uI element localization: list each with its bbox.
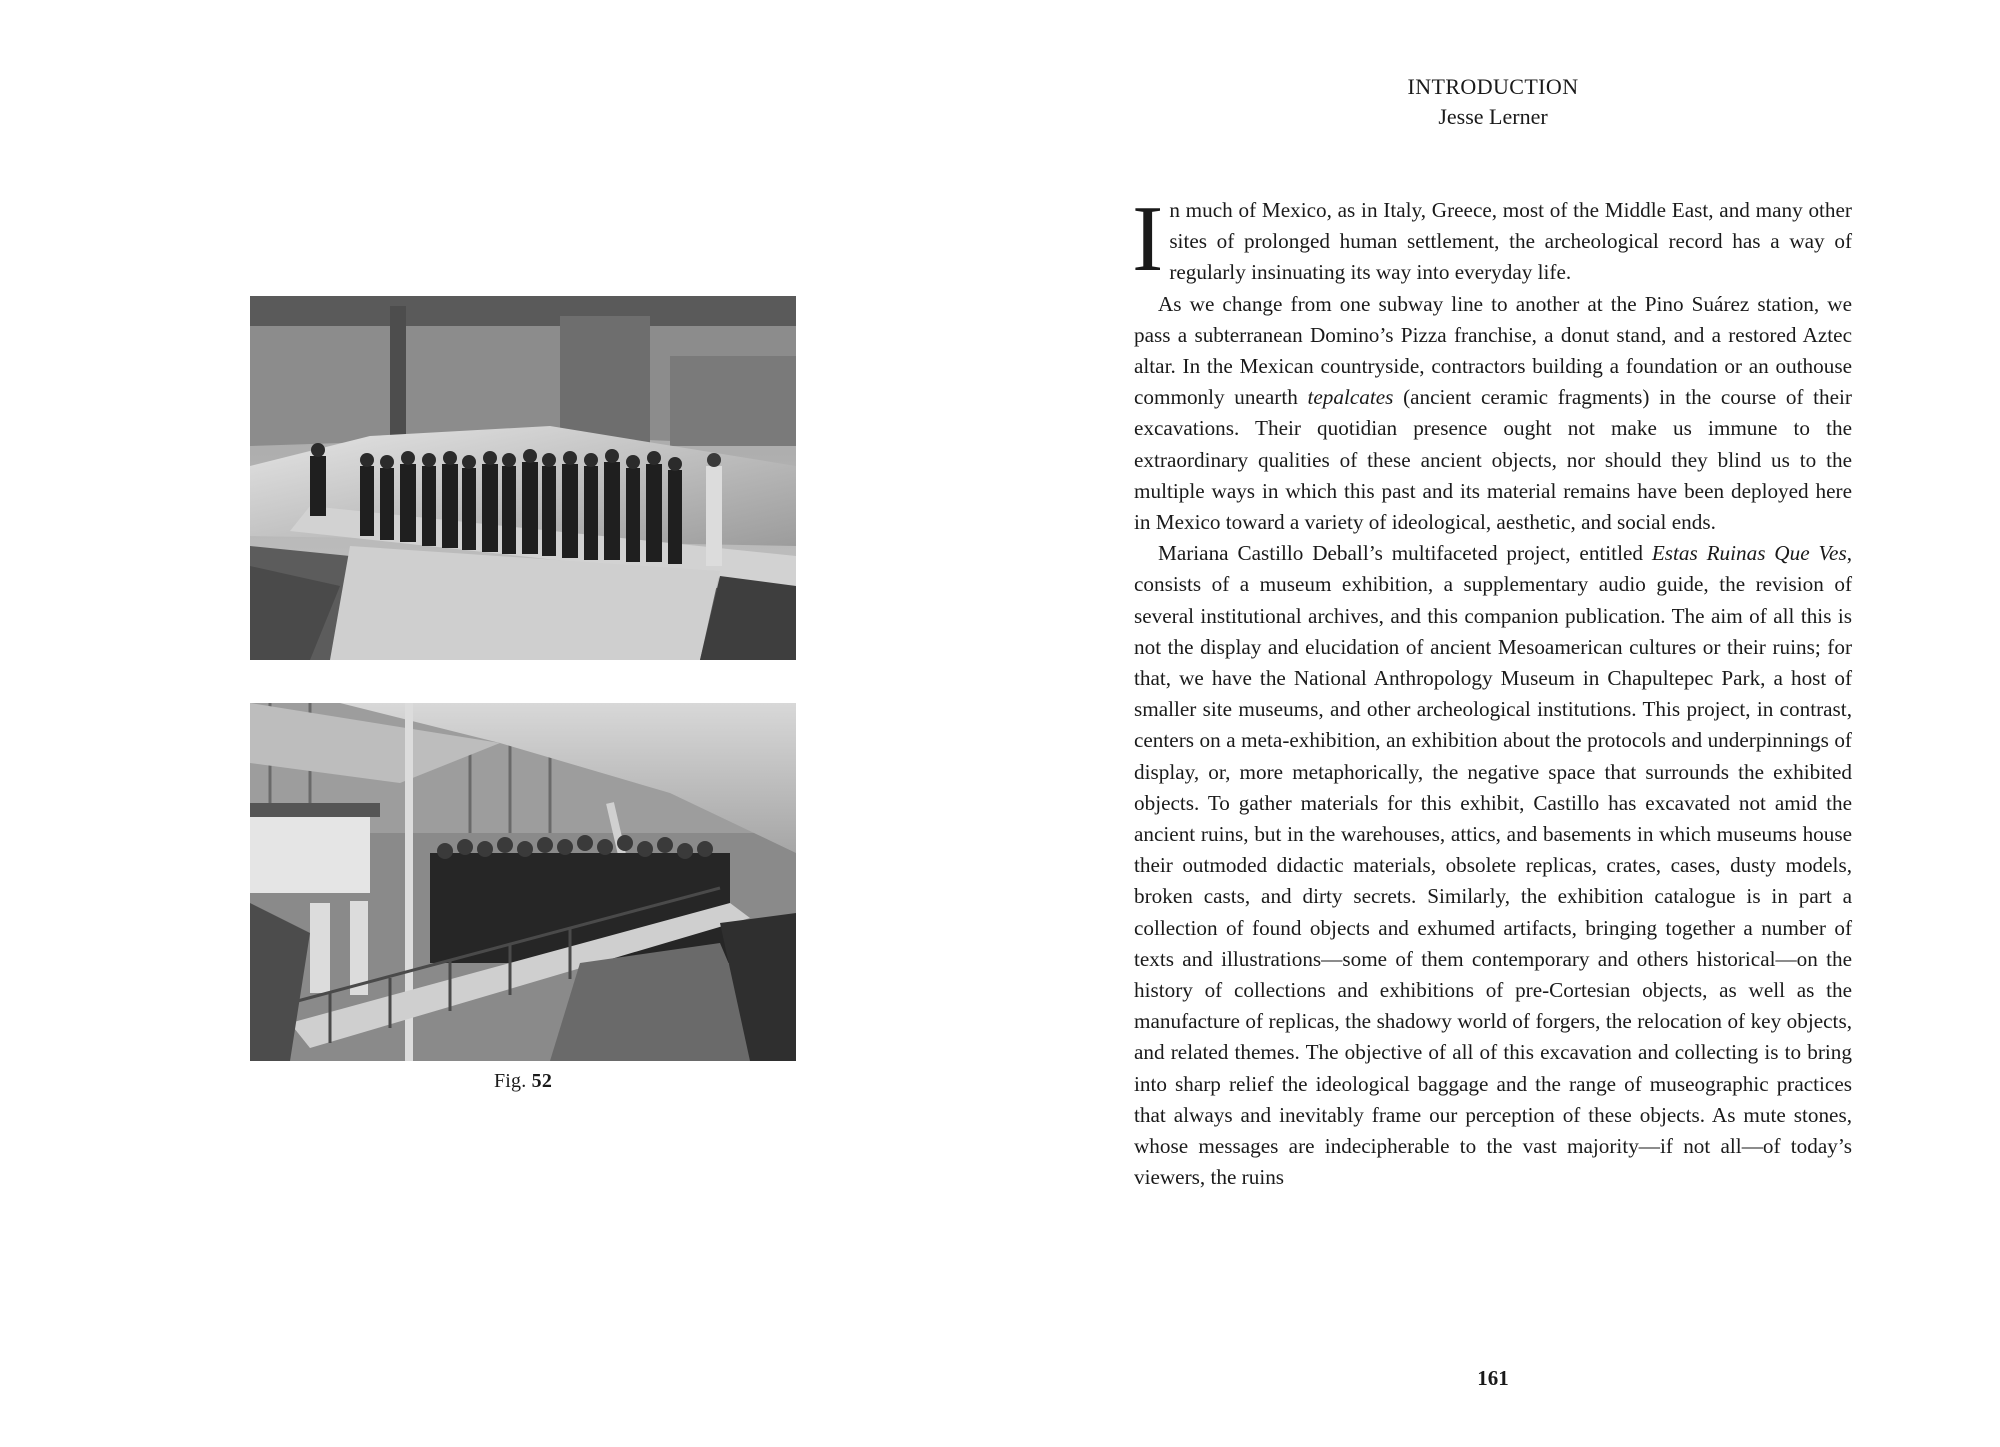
drop-cap: I — [1132, 187, 1164, 291]
paragraph-3-text-b: , consists of a museum exhibition, a supplementary audio guide, the revision of several institutional archives, and this companion publication. The aim of all this is not the display and elucidation of ancient Mesoamerican cultures or their ruins; for that, we have the National Anthropology Museum in Chapultepec Park, a host of smaller site museums, and other archeological institutions. This project, in contrast, centers on a meta-exhibition, an exhibition about the protocols and underpinnings of display, or, more metaphorically, the negative space that surrounds the exhibited objects. To gather materials for this exhibit, Castillo has excavated not amid the ancient ruins, but in the warehouses, attics, and basements in which museums house their outmoded didactic materials, obsolete replicas, crates, cases, dusty models, broken casts, and dirty secrets. Similarly, the exhibition catalogue is in part a collection of found objects and exhumed artifacts, bringing together a number of texts and illustrations—some of them contemporary and others historical—on the history of collections and exhibitions of pre-Cortesian objects, as well as the manufacture of replicas, the shadowy world of forgers, the relocation of key objects, and related themes. The objective of all of this excavation and collecting is to bring into sharp relief the ideological baggage and the range of museographic practices that always and inevitably frame our perception of these objects. As mute stones, whose messages are indecipherable to the vast majority—if not all—of today’s viewers, the ruins — [1134, 541, 1852, 1190]
paragraph-1 — [1132, 187, 1852, 291]
photo-image-top — [250, 296, 796, 660]
figure-caption-number: 52 — [531, 1070, 553, 1092]
paragraph-1-text: n much of Mexico, as in Italy, Greece, most of the Middle East, and many other sites of prolonged human settlement, the archeological record has a way of regularly insinuating its way into everyday life. — [1169, 198, 1852, 285]
paragraph-2-text-a: As we change from one subway line to another at the Pino Suárez station, we pass a subterranean Domino’s Pizza franchise, a donut stand, and a restored Aztec altar. In the Mexican countryside, contractors building a foundation or an outhouse commonly unearth — [1134, 291, 1852, 410]
photograph-crowd-on-walkway — [250, 703, 796, 1061]
paragraph-2 — [1134, 289, 1852, 539]
figure-caption — [440, 1070, 606, 1093]
paragraph-3 — [1134, 538, 1852, 1193]
photo-image-bottom — [250, 703, 796, 1061]
page-number: 161 — [1477, 1366, 1509, 1390]
chapter-author: Jesse Lerner — [1438, 104, 1548, 129]
paragraph-2-text-b: (ancient ceramic fragments) in the course of their excavations. Their quotidian presence ought not make us immune to the extraordinary qualities of these ancient objects, nor should they blind us to the multiple ways in which this past and its material remains have been deployed here in Mexico toward a variety of ideological, aesthetic, and social ends. — [1134, 385, 1852, 535]
figure-caption-prefix: Fig. — [493, 1070, 527, 1092]
body-text — [1132, 187, 1852, 1194]
paragraph-3-italic: Estas Ruinas Que Ves — [1651, 541, 1847, 566]
paragraph-3-text-a: Mariana Castillo Deball’s multifaceted project, entitled — [1158, 541, 1652, 566]
photograph-crowd-at-excavation — [250, 296, 796, 660]
paragraph-2-italic: tepalcates — [1307, 385, 1394, 410]
chapter-title: INTRODUCTION — [1407, 74, 1579, 99]
chapter-heading — [1300, 72, 1686, 132]
